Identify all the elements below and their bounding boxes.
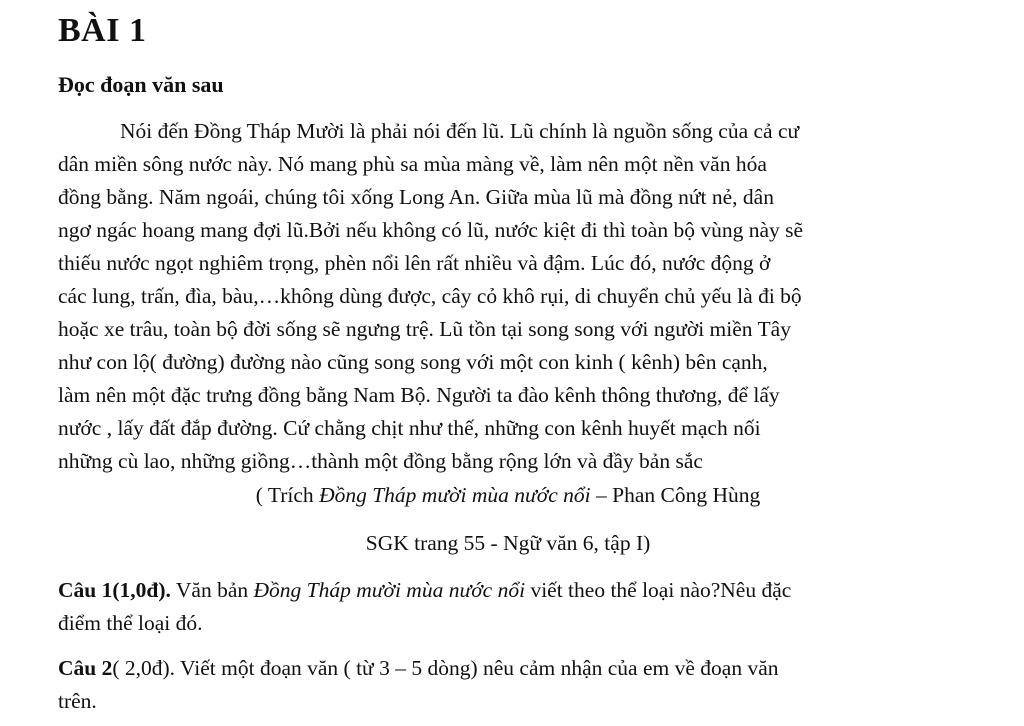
question-1-text-before: Văn bản [170,578,254,602]
passage-line: hoặc xe trâu, toàn bộ đời sống sẽ ngưng trệ. Lũ tồn tại song song với người miền Tây [58,317,791,341]
passage-line: dân miền sông nước này. Nó mang phù sa mùa màng về, làm nên một nền văn hóa [58,152,767,176]
passage-line: ngơ ngác hoang mang đợi lũ.Bởi nếu không có lũ, nước kiệt đi thì toàn bộ vùng này sẽ [58,218,804,242]
source-textbook-reference: SGK trang 55 - Ngữ văn 6, tập I) [365,531,651,555]
question-1-label: Câu 1(1,0đ). [58,578,171,602]
passage-line: như con lộ( đường) đường nào cũng song song với một con kinh ( kênh) bên cạnh, [58,350,768,374]
question-2-text: ( 2,0đ). Viết một đoạn văn ( từ 3 – 5 dòng) nêu cảm nhận của em về đoạn văn [112,656,779,680]
question-1 [58,574,958,640]
passage-line: làm nên một đặc trưng đồng bằng Nam Bộ. Người ta đào kênh thông thương, để lấy [58,383,780,407]
source-citation [58,483,958,508]
question-1-line-2: điểm thể loại đó. [58,611,203,635]
question-1-work-title: Đồng Tháp mười mùa nước nổi [253,578,526,602]
question-2-line-2: trên. [58,689,97,713]
passage-line: những cù lao, những giồng…thành một đồng bằng rộng lớn và đầy bản sắc [58,449,703,473]
passage-line: các lung, trấn, đìa, bàu,…không dùng được, cây cỏ khô rụi, di chuyển chủ yếu là đi bộ [58,284,802,308]
question-1-line-1 [58,574,958,607]
source-prefix: ( Trích [255,483,320,507]
passage-line: thiếu nước ngọt nghiêm trọng, phèn nổi lên rất nhiều và đậm. Lúc đó, nước động ở [58,251,771,275]
lesson-title: BÀI 1 [58,12,147,49]
question-2-line-1 [58,652,958,685]
source-author: – Phan Công Hùng [590,483,761,507]
reading-passage [58,115,958,478]
reading-instruction: Đọc đoạn văn sau [58,72,224,97]
question-1-text-after: viết theo thể loại nào?Nêu đặc [525,578,792,602]
passage-line: Nói đến Đồng Tháp Mười là phải nói đến lũ. Lũ chính là nguồn sống của cả cư [120,119,800,143]
source-work-title: Đồng Tháp mười mùa nước nổi [319,483,591,507]
question-2 [58,652,958,718]
question-2-label: Câu 2 [58,656,113,680]
passage-line: nước , lấy đất đắp đường. Cứ chằng chịt như thế, những con kênh huyết mạch nối [58,416,761,440]
passage-line: đồng bằng. Năm ngoái, chúng tôi xống Long An. Giữa mùa lũ mà đồng nứt nẻ, dân [58,185,774,209]
